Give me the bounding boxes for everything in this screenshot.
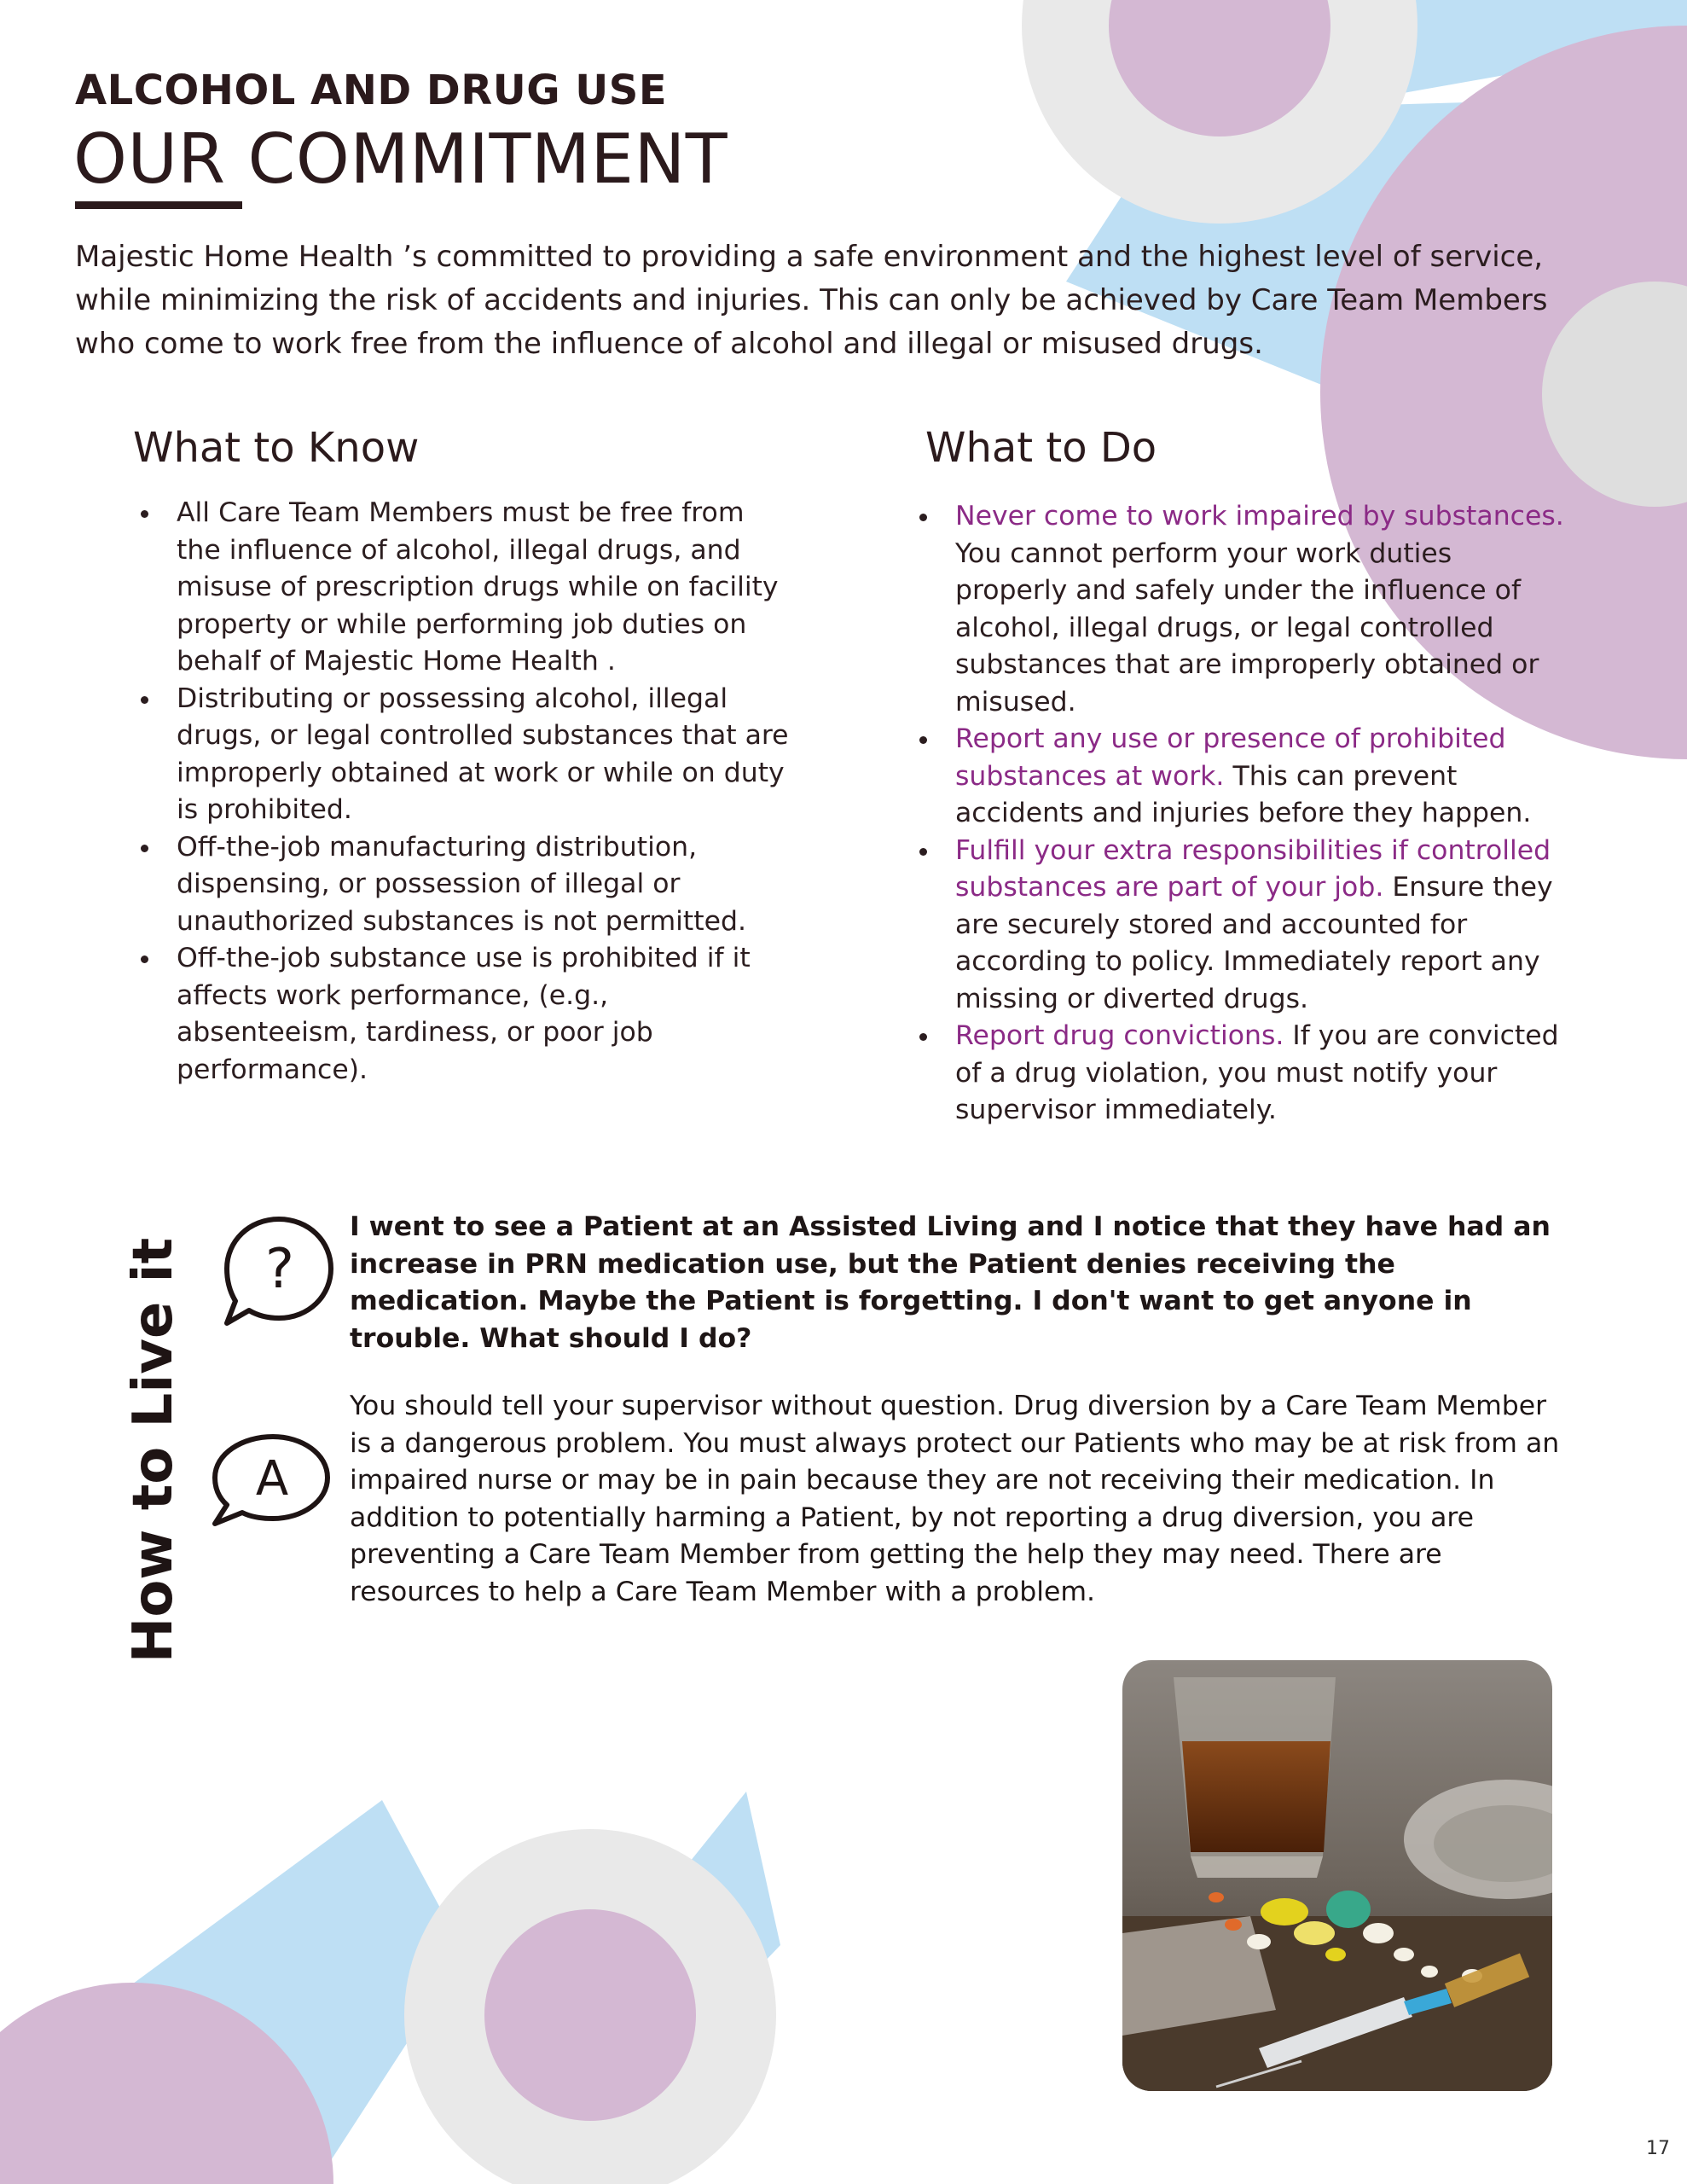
what-to-know-list: [134, 495, 791, 1089]
list-item-text: If you are convicted of a drug violation, you must notify your supervisor immediately.: [955, 1020, 1559, 1125]
what-to-know-heading: What to Know: [133, 424, 420, 472]
list-item: [913, 498, 1569, 721]
title-underline: [75, 201, 242, 209]
what-to-do-heading: What to Do: [925, 424, 1157, 472]
list-item-text: Ensure they are securely stored and accounted for according to policy. Immediately report any missing or diverted drugs.: [955, 872, 1553, 1014]
list-item: Off-the-job substance use is prohibited if it affects work performance, (e.g., absenteeism, tardiness, or poor job performance).: [134, 940, 791, 1089]
list-item-text: You cannot perform your work duties properly and safely under the influence of alcohol, illegal drugs, or legal controlled substances that are improperly obtained or misused.: [955, 537, 1539, 717]
answer-text: You should tell your supervisor without question. Drug diversion by a Care Team Member is a dangerous problem. You must always protect our Patients who may be at risk from an impaired nurse or may be in pain because they are not receiving their medication. In addition to potentially harming a Patient, by not reporting a drug diversion, you are preventing a Care Team Member from getting the help they may need. There are resources to help a Care Team Member with a problem.: [350, 1391, 1560, 1607]
list-item-highlight: Never come to work impaired by substances.: [955, 501, 1564, 531]
intro-paragraph: Majestic Home Health ’s committed to providing a safe environment and the highest level of service, while minimizing the risk of accidents and injuries. This can only be achieved by Care Team Members who come to work free from the influence of alcohol and illegal or misused drugs.: [75, 240, 1548, 361]
list-item-highlight: Report any use or presence of prohibited substances at work.: [955, 723, 1506, 792]
answer-glyph: A: [255, 1451, 289, 1507]
what-to-do-list: [913, 498, 1569, 1130]
page-title: OUR COMMITMENT: [73, 119, 728, 199]
how-to-live-it-text: How to Live it: [122, 1237, 185, 1664]
list-item: [913, 721, 1569, 833]
drugs-alcohol-photo: [1122, 1660, 1552, 2091]
list-item-text: This can prevent accidents and injuries before they happen.: [955, 760, 1532, 828]
section-eyebrow: ALCOHOL AND DRUG USE: [75, 67, 668, 114]
question-glyph: ?: [265, 1238, 294, 1301]
list-item: [913, 1018, 1569, 1130]
list-item: Off-the-job manufacturing distribution, dispensing, or possession of illegal or unauthorized substances is not permitted.: [134, 829, 791, 941]
question-text: I went to see a Patient at an Assisted Living and I notice that they have had an increase in PRN medication use, but the Patient denies receiving the medication. Maybe the Patient is forgetting. I don't want to get anyone in trouble. What should I do?: [350, 1211, 1551, 1354]
list-item: All Care Team Members must be free from the influence of alcohol, illegal drugs, and misuse of prescription drugs while on facility property or while performing job duties on behalf of Majestic Home Health .: [134, 495, 791, 681]
list-item: [913, 833, 1569, 1019]
list-item: Distributing or possessing alcohol, illegal drugs, or legal controlled substances that are improperly obtained at work or while on duty is prohibited.: [134, 681, 791, 829]
list-item-highlight: Fulfill your extra responsibilities if controlled substances are part of your job.: [955, 834, 1551, 903]
answer-bubble-icon: [210, 1433, 331, 1527]
list-item-highlight: Report drug convictions.: [955, 1020, 1284, 1051]
question-bubble-icon: [223, 1216, 334, 1328]
page-number: 17: [1646, 2138, 1670, 2159]
